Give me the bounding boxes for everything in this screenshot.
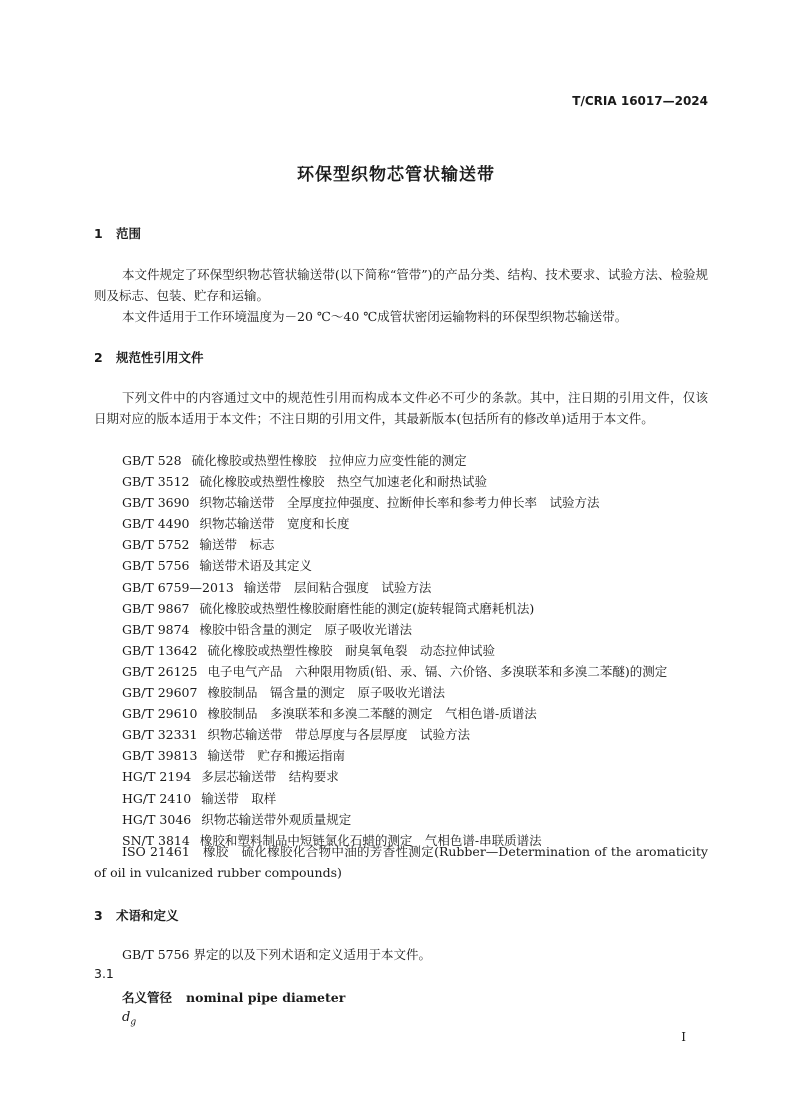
reference-code: GB/T 32331 [122, 727, 198, 743]
reference-item [122, 745, 667, 766]
reference-code: GB/T 13642 [122, 642, 198, 658]
reference-code: GB/T 29607 [122, 685, 198, 701]
reference-code: GB/T 26125 [122, 663, 198, 679]
reference-code: HG/T 2194 [122, 769, 192, 785]
reference-item [122, 661, 667, 682]
reference-title: 织物芯输送带外观质量规定 [201, 811, 352, 827]
section-1-number: 1 [94, 226, 103, 241]
reference-item [122, 788, 667, 809]
reference-item [122, 450, 667, 471]
reference-code: GB/T 39813 [122, 748, 198, 764]
reference-title: 电子电气产品 六种限用物质(铅、汞、镉、六价铬、多溴联苯和多溴二苯醚)的测定 [207, 663, 668, 679]
section-1-title: 范围 [116, 226, 142, 241]
reference-item [122, 809, 667, 830]
reference-title: 硫化橡胶或热塑性橡胶 拉伸应力应变性能的测定 [191, 453, 467, 468]
reference-item [122, 640, 667, 661]
reference-code: HG/T 2410 [122, 790, 192, 806]
reference-item [122, 724, 667, 745]
reference-code: SN/T 3814 [122, 832, 190, 848]
reference-code: GB/T 5756 [122, 558, 190, 574]
symbol-subscript: g [130, 1017, 137, 1028]
section-2-intro: 下列文件中的内容通过文中的规范性引用而构成本文件必不可少的条款。其中，注日期的引用文件，仅该日期对应的版本适用于本文件；不注日期的引用文件，其最新版本(包括所有的修改单)适用于本文件。 [94, 390, 708, 426]
reference-title: 硫化橡胶或热塑性橡胶耐磨性能的测定(旋转辊筒式磨耗机法) [199, 600, 535, 616]
reference-item [122, 598, 667, 619]
reference-title: 织物芯输送带 全厚度拉伸强度、拉断伸长率和参考力伸长率 试验方法 [199, 495, 600, 511]
reference-item [122, 513, 667, 534]
reference-item [122, 534, 667, 555]
reference-code: GB/T 3690 [122, 495, 190, 511]
reference-item [122, 619, 667, 640]
reference-title: 硫化橡胶或热塑性橡胶 热空气加速老化和耐热试验 [199, 474, 488, 490]
reference-code: HG/T 3046 [122, 811, 192, 827]
reference-title: 织物芯输送带 宽度和长度 [199, 516, 350, 532]
document-title: 环保型织物芯管状输送带 [297, 165, 495, 185]
section-1-paragraph-1: 本文件规定了环保型织物芯管状输送带(以下简称“管带”)的产品分类、结构、技术要求、试验方法、检验规则及标志、包装、贮存和运输。 [94, 267, 708, 303]
reference-item [122, 555, 667, 576]
section-3-heading [94, 906, 179, 924]
reference-title: 硫化橡胶或热塑性橡胶 耐臭氧龟裂 动态拉伸试验 [207, 642, 495, 658]
reference-code: GB/T 6759—2013 [122, 579, 234, 595]
reference-title: 橡胶和塑料制品中短链氯化石蜡的测定 气相色谱-串联质谱法 [199, 832, 542, 848]
section-1-heading [94, 224, 141, 242]
section-2-heading [94, 348, 204, 366]
reference-title: 输送带术语及其定义 [199, 558, 313, 574]
reference-iso-21461: ISO 21461 橡胶 硫化橡胶化合物中油的芳香性测定(Rubber—Determination of the aromaticity of oil in vulcanized rubber compounds) [94, 844, 708, 880]
reference-code: GB/T 528 [122, 453, 182, 468]
reference-item [122, 577, 667, 598]
reference-code: GB/T 29610 [122, 706, 198, 722]
reference-code: GB/T 9867 [122, 600, 190, 616]
standard-code: T/CRIA 16017—2024 [572, 94, 708, 108]
page-number: I [681, 1030, 686, 1044]
reference-title: 橡胶制品 镉含量的测定 原子吸收光谱法 [207, 685, 445, 701]
section-3-number: 3 [94, 908, 103, 923]
reference-item [122, 703, 667, 724]
term-symbol [122, 1010, 136, 1028]
reference-code: GB/T 3512 [122, 474, 190, 490]
section-2-number: 2 [94, 350, 103, 365]
term-entry [122, 988, 345, 1006]
section-3-title: 术语和定义 [116, 908, 179, 923]
reference-title: 输送带 标志 [199, 537, 275, 553]
term-chinese: 名义管径 [122, 990, 173, 1005]
reference-item [122, 766, 667, 787]
reference-title: 多层芯输送带 结构要求 [201, 769, 339, 785]
symbol-main: d [122, 1010, 131, 1025]
reference-list [122, 450, 667, 851]
section-3-intro: GB/T 5756 界定的以及下列术语和定义适用于本文件。 [122, 947, 431, 962]
reference-title: 输送带 层间粘合强度 试验方法 [243, 579, 432, 595]
reference-title: 橡胶制品 多溴联苯和多溴二苯醚的测定 气相色谱-质谱法 [207, 706, 537, 722]
reference-code: GB/T 4490 [122, 516, 190, 532]
reference-code: GB/T 9874 [122, 621, 190, 637]
section-2-title: 规范性引用文件 [116, 350, 204, 365]
reference-title: 织物芯输送带 带总厚度与各层厚度 试验方法 [207, 727, 470, 743]
reference-title: 橡胶中铅含量的测定 原子吸收光谱法 [199, 621, 413, 637]
reference-code: GB/T 5752 [122, 537, 190, 553]
section-1-paragraph-2: 本文件适用于工作环境温度为－20 ℃～40 ℃成管状密闭运输物料的环保型织物芯输送带。 [122, 309, 628, 324]
reference-item [122, 492, 667, 513]
reference-item [122, 682, 667, 703]
reference-title: 输送带 取样 [201, 790, 277, 806]
term-english: nominal pipe diameter [186, 990, 346, 1005]
reference-title: 输送带 贮存和搬运指南 [207, 748, 345, 764]
clause-number: 3.1 [94, 966, 114, 981]
reference-item [122, 471, 667, 492]
